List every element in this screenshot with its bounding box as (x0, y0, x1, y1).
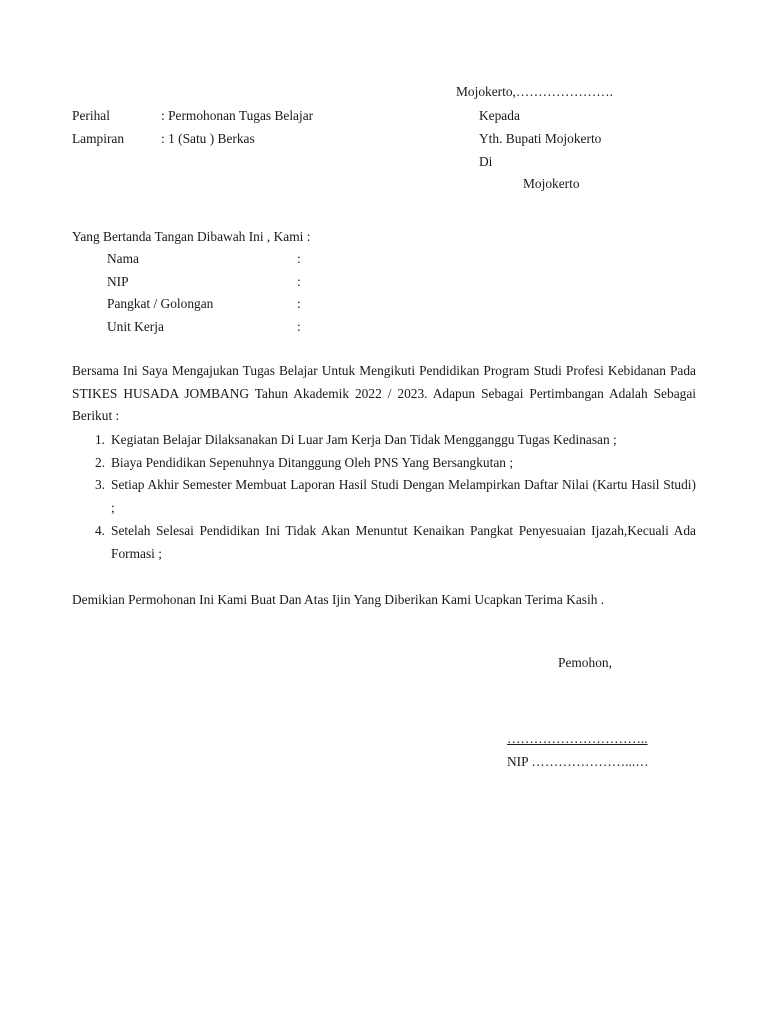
field-separator: : (297, 319, 301, 334)
field-separator: : (297, 274, 301, 289)
field-separator: : (297, 296, 301, 311)
signature-title: Pemohon, (558, 655, 612, 670)
list-number: 1. (94, 432, 105, 447)
list-item (72, 520, 696, 565)
considerations-list (72, 429, 696, 565)
field-label: NIP (107, 274, 129, 289)
list-number: 4. (94, 522, 105, 538)
field-separator: : (297, 251, 301, 266)
field-label: Pangkat / Golongan (107, 296, 214, 311)
place-date: Mojokerto,…………………. (456, 84, 613, 99)
list-text: Setelah Selesai Pendidikan Ini Tidak Akan Menuntut Kenaikan Pangkat Penyesuaian Ijazah,Kecuali Ada Formasi ; (111, 522, 696, 561)
recipient-di: Di (479, 154, 493, 169)
signature-name-line: ………………………….. (507, 731, 648, 746)
list-item (72, 452, 696, 475)
body-paragraph: Bersama Ini Saya Mengajukan Tugas Belajar Untuk Mengikuti Pendidikan Program Studi Profesi Kebidanan Pada STIKES HUSADA JOMBANG Tahun Akademik 2022 / 2023. Adapun Sebagai Pertimbangan Adalah Sebagai Berikut : (72, 363, 696, 424)
recipient-city: Mojokerto (523, 176, 580, 191)
signature-nip-line: NIP …………………...… (507, 754, 649, 769)
field-label: Nama (107, 251, 139, 266)
list-item (72, 474, 696, 519)
intro-line: Yang Bertanda Tangan Dibawah Ini , Kami : (72, 229, 311, 244)
list-text: Biaya Pendidikan Sepenuhnya Ditanggung Oleh PNS Yang Bersangkutan ; (111, 454, 514, 470)
lampiran-label: Lampiran (72, 131, 125, 146)
closing-line: Demikian Permohonan Ini Kami Buat Dan Atas Ijin Yang Diberikan Kami Ucapkan Terima Kasih . (72, 592, 605, 607)
recipient-kepada: Kepada (479, 108, 520, 123)
perihal-label: Perihal (72, 108, 110, 123)
lampiran-value: : 1 (Satu ) Berkas (161, 131, 255, 146)
perihal-value: : Permohonan Tugas Belajar (161, 108, 314, 123)
list-number: 3. (94, 477, 105, 493)
list-text: Kegiatan Belajar Dilaksanakan Di Luar Jam Kerja Dan Tidak Mengganggu Tugas Kedinasan ; (111, 432, 617, 447)
list-number: 2. (94, 454, 105, 470)
list-text: Setiap Akhir Semester Membuat Laporan Hasil Studi Dengan Melampirkan Daftar Nilai (Kartu Hasil Studi) ; (111, 477, 696, 516)
recipient-name: Yth. Bupati Mojokerto (479, 131, 602, 146)
field-label: Unit Kerja (107, 319, 164, 334)
list-item (72, 429, 696, 452)
